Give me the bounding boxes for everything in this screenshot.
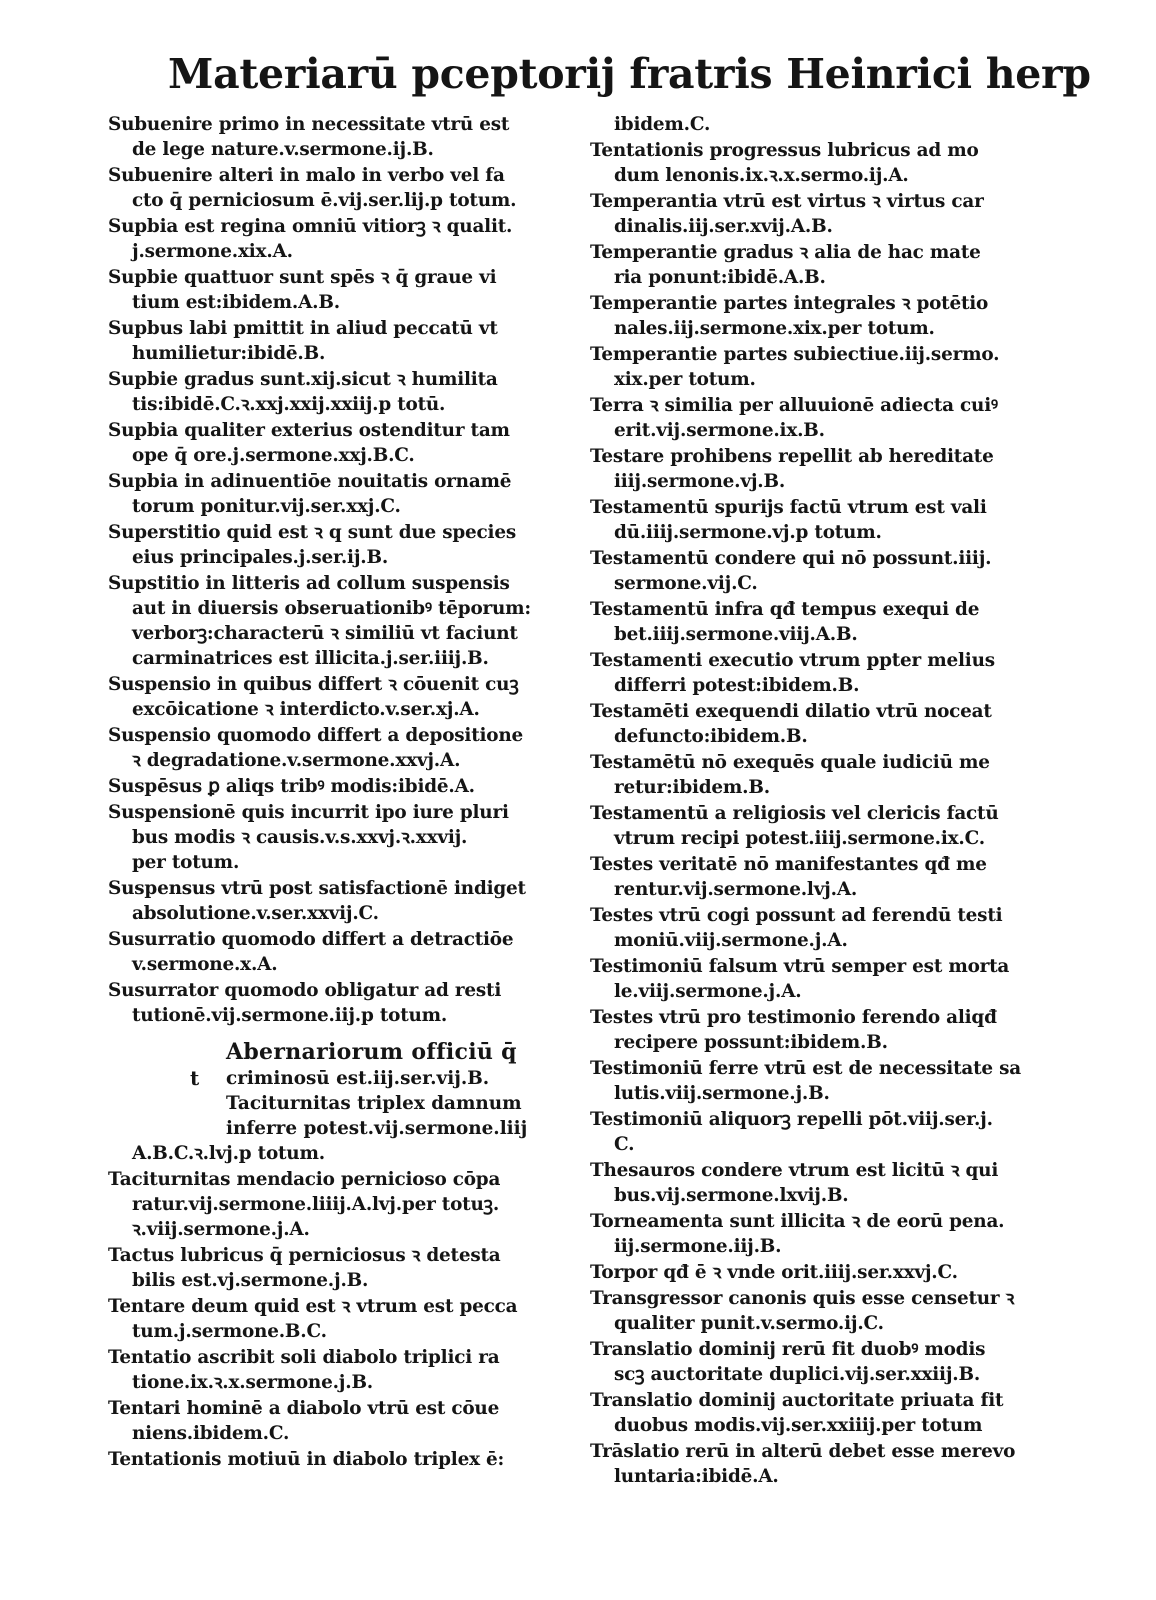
index-entry <box>590 597 1042 647</box>
index-entry <box>590 648 1042 698</box>
entry-continuation-line: sermone.vij.C. <box>614 573 758 594</box>
entry-continuation-line: j.sermone.xix.A. <box>132 241 293 262</box>
index-entry <box>590 495 1042 545</box>
entry-headword-line: Supbia qualiter exterius ostenditur tam <box>108 420 510 441</box>
entry-continuation-line: moniū.viij.sermone.j.A. <box>614 930 848 951</box>
entry-continuation-line: dum lenonis.ix.ꝛ.x.sermo.ij.A. <box>614 165 909 186</box>
entry-headword-line: Temperantie gradus ꝛ alia de hac mate <box>590 242 981 263</box>
index-entry <box>590 1388 1042 1438</box>
index-entry <box>590 189 1042 239</box>
entry-headword-line: Torpor qđ ē ꝛ vnde orit.iiij.ser.xxvj.C. <box>590 1262 958 1283</box>
entry-continuation-line: niens.ibidem.C. <box>132 1423 290 1444</box>
entry-continuation-line: defuncto:ibidem.B. <box>614 726 808 747</box>
entry-continuation-line: ope q̄ ore.j.sermone.xxj.B.C. <box>132 445 415 466</box>
entry-continuation-line: vtrum recipi potest.iiij.sermone.ix.C. <box>614 828 985 849</box>
index-entry <box>590 699 1042 749</box>
entry-headword-line: Translatio dominij auctoritate priuata fit <box>590 1390 1004 1411</box>
entry-continuation-line: xix.per totum. <box>614 369 756 390</box>
entry-continuation-line: bus.vij.sermone.lxvij.B. <box>614 1185 849 1206</box>
entry-headword-line: Thesauros condere vtrum est licitū ꝛ qui <box>590 1160 999 1181</box>
section-cont-line-2: inferre potest.vij.sermone.liij <box>226 1118 528 1139</box>
index-entry <box>590 801 1042 851</box>
entry-headword-line: Supbus labi pmittit in aliud peccatū vt <box>108 318 498 339</box>
entry-headword-line: Subuenire primo in necessitate vtrū est <box>108 114 510 135</box>
entry-headword-line: Supbia in adinuentiōe nouitatis ornamē <box>108 471 512 492</box>
entry-continuation-line: ꝛ degradatione.v.sermone.xxvj.A. <box>132 750 461 771</box>
entry-headword-line: Testamentū spurijs factū vtrum est vali <box>590 497 987 518</box>
entry-continuation-line: recipere possunt:ibidem.B. <box>614 1032 888 1053</box>
index-entry <box>108 163 588 213</box>
index-entry <box>590 1005 1042 1055</box>
entry-headword-line: Testamenti executio vtrum ppter melius <box>590 650 995 671</box>
entry-headword-line: Supstitio in litteris ad collum suspensis <box>108 573 510 594</box>
index-entry <box>108 927 588 977</box>
entry-headword-line: Temperantia vtrū est virtus ꝛ virtus car <box>590 191 984 212</box>
entry-continuation-line: ꝛ.viij.sermone.j.A. <box>132 1219 310 1240</box>
index-entry <box>590 750 1042 800</box>
entry-headword-line: Translatio dominij rerū fit duobꝰ modis <box>590 1339 986 1360</box>
left-column <box>108 112 588 1473</box>
entry-headword-line: Taciturnitas mendacio pernicioso cōpa <box>108 1169 501 1190</box>
index-entry <box>590 291 1042 341</box>
entry-continuation-line: excōicatione ꝛ interdicto.v.ser.xj.A. <box>132 699 480 720</box>
index-entry <box>108 672 588 722</box>
index-entry <box>590 444 1042 494</box>
index-entry <box>108 1141 588 1166</box>
index-entry <box>108 876 588 926</box>
entry-continuation-line: v.sermone.x.A. <box>132 954 278 975</box>
index-entry <box>108 316 588 366</box>
entry-continuation-line: eius principales.j.ser.ij.B. <box>132 547 389 568</box>
entry-headword-line: Temperantie partes integrales ꝛ potētio <box>590 293 989 314</box>
index-entry <box>108 1396 588 1446</box>
entry-continuation-line: ria ponunt:ibidē.A.B. <box>614 267 826 288</box>
entry-continuation-line: dū.iiij.sermone.vj.p totum. <box>614 522 882 543</box>
index-entry <box>590 1158 1042 1208</box>
entry-headword-line: Tentare deum quid est ꝛ vtrum est pecca <box>108 1296 518 1317</box>
entry-continuation-line: duobus modis.vij.ser.xxiiij.per totum <box>614 1415 983 1436</box>
left-entries-after <box>108 1141 588 1472</box>
entry-continuation-line: iij.sermone.iij.B. <box>614 1236 782 1257</box>
section-t-block <box>108 1038 588 1141</box>
index-entry <box>590 852 1042 902</box>
index-entry <box>108 367 588 417</box>
entry-continuation-line: tutionē.vij.sermone.iij.p totum. <box>132 1005 448 1026</box>
entry-continuation-line: torum ponitur.vij.ser.xxj.C. <box>132 496 401 517</box>
entry-continuation-line: absolutione.v.ser.xxvij.C. <box>132 903 379 924</box>
index-entry <box>590 393 1042 443</box>
entry-continuation-line: differri potest:ibidem.B. <box>614 675 860 696</box>
entry-continuation-line: le.viij.sermone.j.A. <box>614 981 802 1002</box>
entry-headword-line: Testes veritatē nō manifestantes qđ me <box>590 854 987 875</box>
entry-headword-line: Suspensio in quibus differt ꝛ cōuenit cuꝫ <box>108 674 519 695</box>
entry-headword-line: Trāslatio rerū in alterū debet esse merevo <box>590 1441 1016 1462</box>
right-entries <box>590 112 1042 1489</box>
index-entry <box>108 469 588 519</box>
index-entry <box>590 1107 1042 1157</box>
index-entry <box>108 571 588 671</box>
entry-continuation-line: iiij.sermone.vj.B. <box>614 471 786 492</box>
index-entry <box>590 342 1042 392</box>
index-entry <box>590 240 1042 290</box>
index-entry <box>108 800 588 875</box>
index-entry <box>108 978 588 1028</box>
entry-headword-line: ibidem.C. <box>614 114 711 135</box>
index-entry <box>590 1337 1042 1387</box>
entry-headword-line: Tentationis progressus lubricus ad mo <box>590 140 979 161</box>
index-entry <box>590 903 1042 953</box>
entry-continuation-line: C. <box>614 1134 635 1155</box>
entry-continuation-line: scꝫ auctoritate duplici.vij.ser.xxiij.B. <box>614 1364 981 1385</box>
entry-continuation-line: dinalis.iij.ser.xvij.A.B. <box>614 216 833 237</box>
entry-headword-line: Susurratio quomodo differt a detractiōe <box>108 929 514 950</box>
entry-continuation-line: retur:ibidem.B. <box>614 777 770 798</box>
entry-headword-line: Testes vtrū pro testimonio ferendo aliqđ <box>590 1007 997 1028</box>
entry-continuation-line: verborꝫ:characterū ꝛ similiū vt faciunt <box>132 623 518 644</box>
entry-continuation-line: qualiter punit.v.sermo.ij.C. <box>614 1313 884 1334</box>
index-entry <box>590 954 1042 1004</box>
index-entry <box>590 1056 1042 1106</box>
entry-continuation-line: bus modis ꝛ causis.v.s.xxvj.ꝛ.xxvij. <box>132 827 468 848</box>
entry-headword-line: Superstitio quid est ꝛ q sunt due species <box>108 522 516 543</box>
index-entry <box>108 723 588 773</box>
running-head: Materiarū pceptorij fratris Heinrici herp <box>168 50 1091 98</box>
entry-headword-line: Supbie quattuor sunt spēs ꝛ q̄ graue vi <box>108 267 497 288</box>
entry-continuation-line: de lege nature.v.sermone.ij.B. <box>132 139 434 160</box>
index-entry <box>590 138 1042 188</box>
entry-headword-line: Testimoniū falsum vtrū semper est morta <box>590 956 1010 977</box>
section-cont-line-1: Taciturnitas triplex damnum <box>226 1093 522 1114</box>
index-entry <box>590 1260 1042 1285</box>
entry-continuation-line: tium est:ibidem.A.B. <box>132 292 340 313</box>
entry-headword-line: A.B.C.ꝛ.lvj.p totum. <box>132 1143 325 1164</box>
right-column <box>590 112 1042 1490</box>
entry-headword-line: Torneamenta sunt illicita ꝛ de eorū pena. <box>590 1211 1005 1232</box>
section-letter: t <box>190 1066 200 1090</box>
entry-headword-line: Testare prohibens repellit ab hereditate <box>590 446 994 467</box>
entry-continuation-line: humilietur:ibidē.B. <box>132 343 326 364</box>
entry-headword-line: Supbia est regina omniū vitiorꝫ ꝛ qualit. <box>108 216 513 237</box>
entry-continuation-line: rentur.vij.sermone.lvj.A. <box>614 879 858 900</box>
index-entry <box>108 112 588 162</box>
entry-headword-line: Tactus lubricus q̄ perniciosus ꝛ detesta <box>108 1245 501 1266</box>
index-entry <box>108 265 588 315</box>
entry-headword-line: Testamēti exequendi dilatio vtrū noceat <box>590 701 992 722</box>
entry-continuation-line: bet.iiij.sermone.viij.A.B. <box>614 624 858 645</box>
index-entry <box>108 520 588 570</box>
index-entry <box>590 1286 1042 1336</box>
entry-continuation-line: tum.j.sermone.B.C. <box>132 1321 327 1342</box>
index-entry <box>108 774 588 799</box>
entry-headword-line: Testamentū infra qđ tempus exequi de <box>590 599 980 620</box>
entry-headword-line: Testamentū condere qui nō possunt.iiij. <box>590 548 992 569</box>
section-head-line-1: Abernariorum officiū q̄ <box>226 1039 517 1065</box>
index-entry <box>590 112 1042 137</box>
entry-headword-line: Suspensionē quis incurrit ipo iure pluri <box>108 802 509 823</box>
entry-headword-line: Testimoniū ferre vtrū est de necessitate sa <box>590 1058 1021 1079</box>
index-entry <box>108 1294 588 1344</box>
entry-continuation-line: per totum. <box>132 852 240 873</box>
entry-headword-line: Transgressor canonis quis esse censetur ꝛ <box>590 1288 1015 1309</box>
index-entry <box>590 546 1042 596</box>
entry-continuation-line: carminatrices est illicita.j.ser.iiij.B. <box>132 648 489 669</box>
entry-headword-line: Testamētū nō exequēs quale iudiciū me <box>590 752 990 773</box>
entry-continuation-line: luntaria:ibidē.A. <box>614 1466 779 1487</box>
entry-continuation-line: aut in diuersis obseruationibꝰ tēporum: <box>132 598 532 619</box>
entry-headword-line: Suspensus vtrū post satisfactionē indiget <box>108 878 526 899</box>
entry-continuation-line: lutis.viij.sermone.j.B. <box>614 1083 830 1104</box>
entry-headword-line: Temperantie partes subiectiue.iij.sermo. <box>590 344 1000 365</box>
entry-continuation-line: tione.ix.ꝛ.x.sermone.j.B. <box>132 1372 374 1393</box>
index-entry <box>590 1439 1042 1489</box>
entry-headword-line: Testes vtrū cogi possunt ad ferendū testi <box>590 905 1003 926</box>
entry-continuation-line: tis:ibidē.C.ꝛ.xxj.xxij.xxiij.p totū. <box>132 394 446 415</box>
entry-headword-line: Tentari hominē a diabolo vtrū est cōue <box>108 1398 500 1419</box>
entry-headword-line: Susurrator quomodo obligatur ad resti <box>108 980 502 1001</box>
entry-headword-line: Suspēsus ꝑ aliqs tribꝰ modis:ibidē.A. <box>108 776 475 797</box>
index-entry <box>108 214 588 264</box>
entry-continuation-line: ratur.vij.sermone.liiij.A.lvj.per totuꝫ. <box>132 1194 500 1215</box>
entry-headword-line: Subuenire alteri in malo in verbo vel fa <box>108 165 505 186</box>
index-entry <box>108 1243 588 1293</box>
entry-headword-line: Terra ꝛ similia per alluuionē adiecta cuiꝰ <box>590 395 998 416</box>
index-entry <box>108 1167 588 1242</box>
entry-headword-line: Tentationis motiuū in diabolo triplex ē: <box>108 1449 505 1470</box>
entry-headword-line: Suspensio quomodo differt a depositione <box>108 725 524 746</box>
section-head-line-2: criminosū est.iij.ser.vij.B. <box>226 1068 490 1089</box>
entry-headword-line: Tentatio ascribit soli diabolo triplici ra <box>108 1347 500 1368</box>
index-entry <box>108 1345 588 1395</box>
entry-headword-line: Testimoniū aliquorꝫ repelli pōt.viij.ser.j. <box>590 1109 993 1130</box>
entry-continuation-line: bilis est.vj.sermone.j.B. <box>132 1270 369 1291</box>
entry-headword-line: Supbie gradus sunt.xij.sicut ꝛ humilita <box>108 369 498 390</box>
index-entry <box>108 1447 588 1472</box>
entry-headword-line: Testamentū a religiosis vel clericis factū <box>590 803 999 824</box>
entry-continuation-line: nales.iij.sermone.xix.per totum. <box>614 318 935 339</box>
index-entry <box>108 418 588 468</box>
left-entries-before <box>108 112 588 1028</box>
entry-continuation-line: cto q̄ perniciosum ē.vij.ser.lij.p totum. <box>132 190 517 211</box>
index-entry <box>590 1209 1042 1259</box>
entry-continuation-line: erit.vij.sermone.ix.B. <box>614 420 825 441</box>
